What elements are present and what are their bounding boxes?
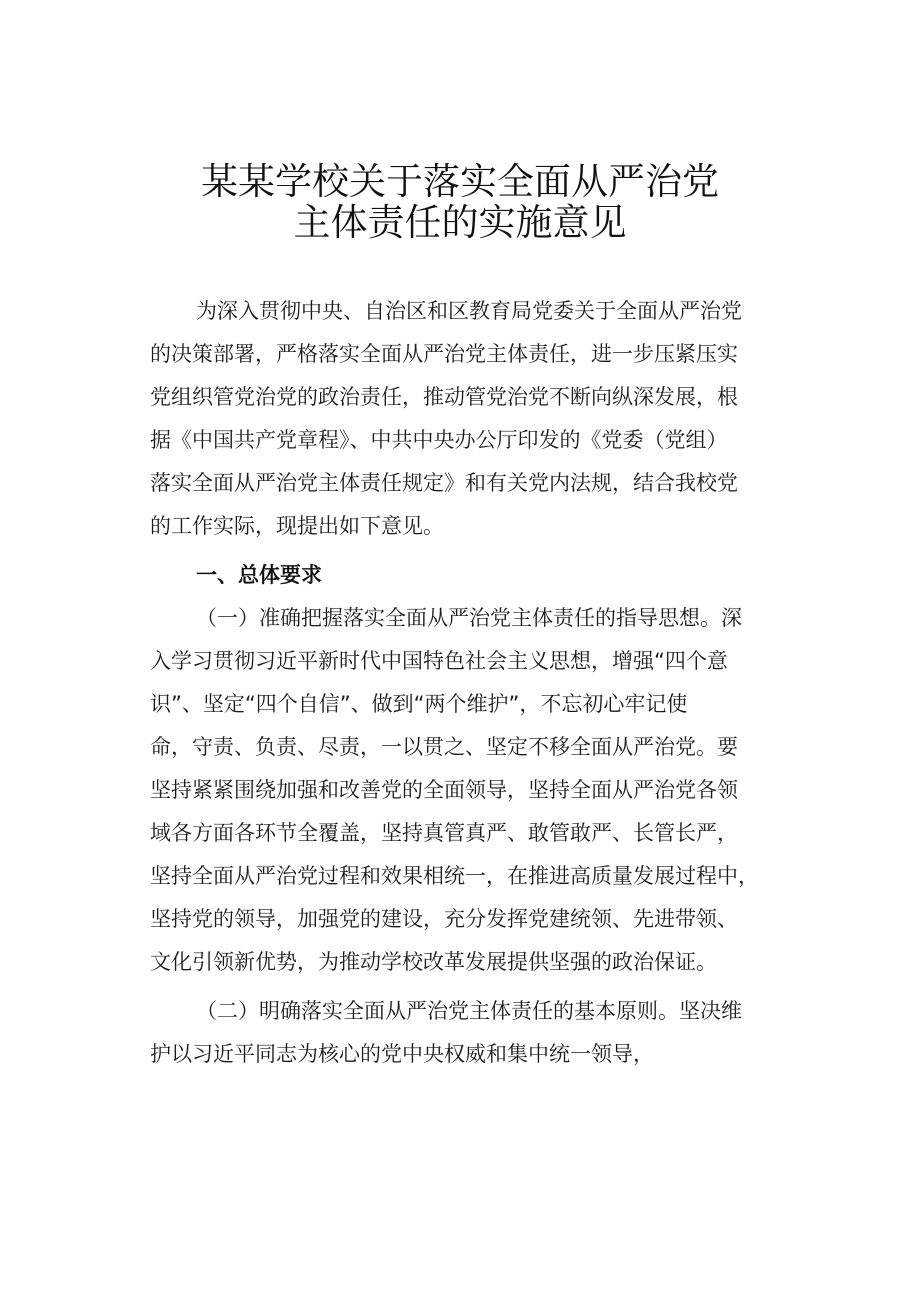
section-heading-general-requirements: 一、总体要求 — [196, 563, 322, 587]
para2-line-1: （二）明确落实全面从严治党主体责任的基本原则。坚决维 — [196, 999, 742, 1023]
para1-line-2: 入学习贯彻习近平新时代中国特色社会主义思想，增强“四个意 — [150, 649, 728, 673]
para2-line-2: 护以习近平同志为核心的党中央权威和集中统一领导， — [150, 1042, 654, 1066]
document-title-line-1: 某某学校关于落实全面从严治党 — [201, 160, 719, 203]
intro-line-3: 党组织管党治党的政治责任，推动管党治党不断向纵深发展，根 — [150, 385, 738, 409]
intro-line-2: 的决策部署，严格落实全面从严治党主体责任，进一步压紧压实 — [150, 342, 738, 366]
para1-line-6: 域各方面各环节全覆盖，坚持真管真严、敢管敢严、长管长严， — [150, 821, 738, 845]
intro-line-4: 据《中国共产党章程》、中共中央办公厅印发的《党委（党组） — [150, 428, 728, 452]
para1-line-9: 文化引领新优势，为推动学校改革发展提供坚强的政治保证。 — [150, 950, 717, 974]
para1-line-3: 识”、坚定“四个自信”、做到“两个维护”，不忘初心牢记使 — [150, 692, 688, 716]
document-title-line-2: 主体责任的实施意见 — [293, 201, 627, 244]
para1-line-7: 坚持全面从严治党过程和效果相统一，在推进高质量发展过程中， — [150, 864, 759, 888]
intro-line-6: 的工作实际，现提出如下意见。 — [150, 514, 444, 538]
para1-line-8: 坚持党的领导，加强党的建设，充分发挥党建统领、先进带领、 — [150, 907, 738, 931]
intro-line-5: 落实全面从严治党主体责任规定》和有关党内法规，结合我校党 — [150, 471, 738, 495]
para1-line-5: 坚持紧紧围绕加强和改善党的全面领导，坚持全面从严治党各领 — [150, 778, 738, 802]
intro-line-1: 为深入贯彻中央、自治区和区教育局党委关于全面从严治党 — [196, 299, 742, 323]
para1-line-1: （一）准确把握落实全面从严治党主体责任的指导思想。深 — [196, 606, 742, 630]
para1-line-4: 命，守责、负责、尽责，一以贯之、坚定不移全面从严治党。要 — [150, 735, 738, 759]
